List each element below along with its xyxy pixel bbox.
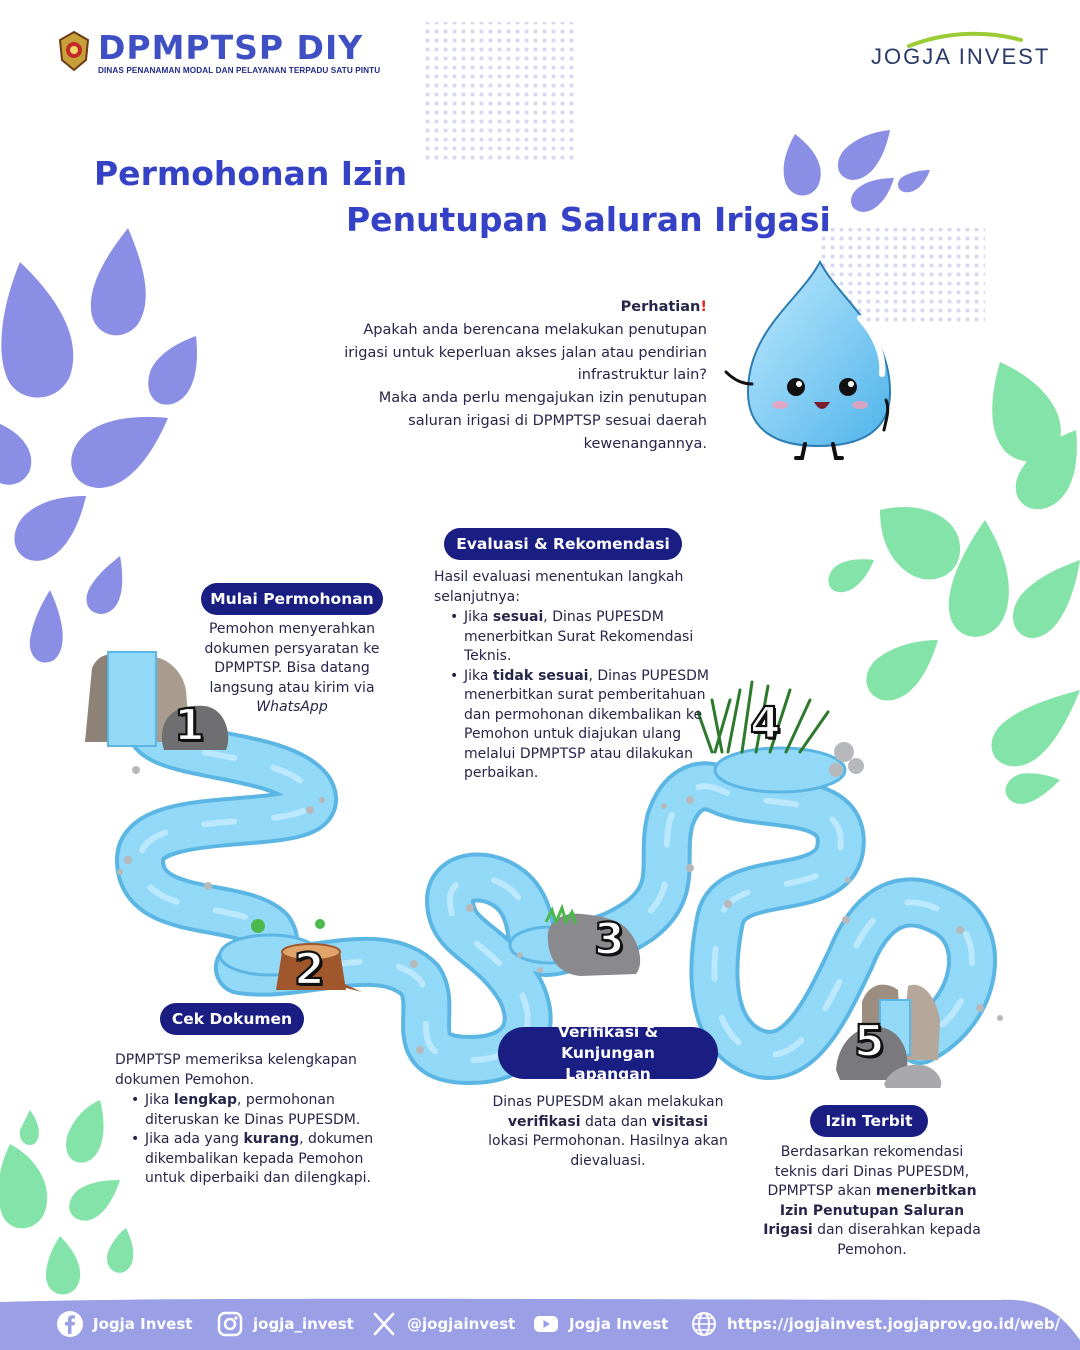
intro-paragraph-1: Apakah anda berencana melakukan penutupan irigasi untuk keperluan akses jalan atau pendirian infrastruktur lain?: [344, 321, 707, 384]
step-4-bullet-2: • Jika tidak sesuai, Dinas PUPESDM menerbitkan surat pemberitahuan dan permohonan dikembalikan ke Pemohon untuk diajukan ulang melalui DPMPTSP atau dilakukan perbaikan.: [450, 667, 712, 784]
step-1-number: 1: [174, 700, 205, 751]
step-4-title: Evaluasi & Rekomendasi: [444, 528, 682, 560]
footer-website-link[interactable]: [690, 1310, 1060, 1338]
step-2-intro: DPMPTSP memeriksa kelengkapan dokumen Pemohon.: [115, 1052, 357, 1088]
step-5-description: Berdasarkan rekomendasi teknis dari Dinas PUPESDM, DPMPTSP akan menerbitkan Izin Penutupan Saluran Irigasi dan diserahkan kepada Pemohon.: [763, 1144, 981, 1258]
step-4-bullet-1: • Jika sesuai, Dinas PUPESDM menerbitkan Surat Rekomendasi Teknis.: [450, 608, 712, 667]
step-3-number: 3: [594, 914, 625, 965]
halftone-dots-top: [425, 22, 575, 162]
facebook-icon: [56, 1310, 84, 1338]
footer-facebook-label: Jogja Invest: [93, 1315, 193, 1333]
page-title-line-1: Permohonan Izin: [94, 154, 408, 193]
footer-x-link[interactable]: [370, 1310, 515, 1338]
footer-website-label: https://jogjainvest.jogjaprov.go.id/web/: [727, 1315, 1061, 1333]
step-3-description: Dinas PUPESDM akan melakukan verifikasi data dan visitasi lokasi Permohonan. Hasilnya akan dievaluasi.: [488, 1094, 728, 1169]
intro-heading: Perhatian: [620, 299, 701, 315]
intro-notice: [330, 296, 707, 456]
step-1-description: [196, 620, 388, 718]
page-title-line-2: Penutupan Saluran Irigasi: [346, 200, 831, 239]
step-1-text-italic: WhatsApp: [256, 699, 328, 715]
step-2-bullet-1: • Jika lengkap, permohonan diteruskan ke Dinas PUPESDM.: [131, 1091, 385, 1130]
x-icon: [370, 1310, 398, 1338]
purple-splash-left: [0, 228, 197, 663]
footer-bar: [0, 1302, 1080, 1350]
step-3-title: Verifikasi & Kunjungan Lapangan: [498, 1027, 718, 1079]
intro-paragraph-2: Maka anda perlu mengajukan izin penutupan saluran irigasi di DPMPTSP sesuai daerah kewenangannya.: [378, 390, 707, 452]
step-1-title: Mulai Permohonan: [201, 583, 383, 615]
footer-youtube-label: Jogja Invest: [569, 1315, 669, 1333]
footer-youtube-link[interactable]: [532, 1310, 668, 1338]
green-splash-bottom-left: [0, 1100, 133, 1294]
footer-instagram-link[interactable]: [216, 1310, 354, 1338]
step-2-bullet-2: • Jika ada yang kurang, dokumen dikembalikan kepada Pemohon untuk diperbaiki dan dilengkapi.: [131, 1130, 385, 1189]
step-5-number: 5: [854, 1016, 885, 1067]
footer-x-label: @jogjainvest: [407, 1315, 516, 1333]
exclamation-icon: !: [700, 299, 707, 315]
brand-jogja-invest: JOGJA INVEST: [871, 44, 1051, 69]
government-emblem: [56, 30, 92, 72]
footer-instagram-label: jogja_invest: [253, 1315, 354, 1333]
step-5-title: Izin Terbit: [810, 1105, 928, 1137]
logo-title: DPMPTSP DIY: [98, 28, 364, 67]
youtube-icon: [532, 1310, 560, 1338]
step-2-number: 2: [294, 944, 325, 995]
step-4-number: 4: [750, 698, 781, 749]
step-4-intro: Hasil evaluasi menentukan langkah selanjutnya:: [434, 569, 684, 605]
logo-subtitle: DINAS PENANAMAN MODAL DAN PELAYANAN TERPADU SATU PINTU: [98, 66, 381, 75]
step-2-description: [115, 1051, 385, 1189]
step-2-title: Cek Dokumen: [160, 1003, 304, 1035]
instagram-icon: [216, 1310, 244, 1338]
footer-facebook-link[interactable]: [56, 1310, 192, 1338]
step-4-description: [434, 568, 712, 784]
step-1-text: Pemohon menyerahkan dokumen persyaratan ke DPMPTSP. Bisa datang langsung atau kirim via: [204, 621, 380, 696]
globe-icon: [690, 1310, 718, 1338]
